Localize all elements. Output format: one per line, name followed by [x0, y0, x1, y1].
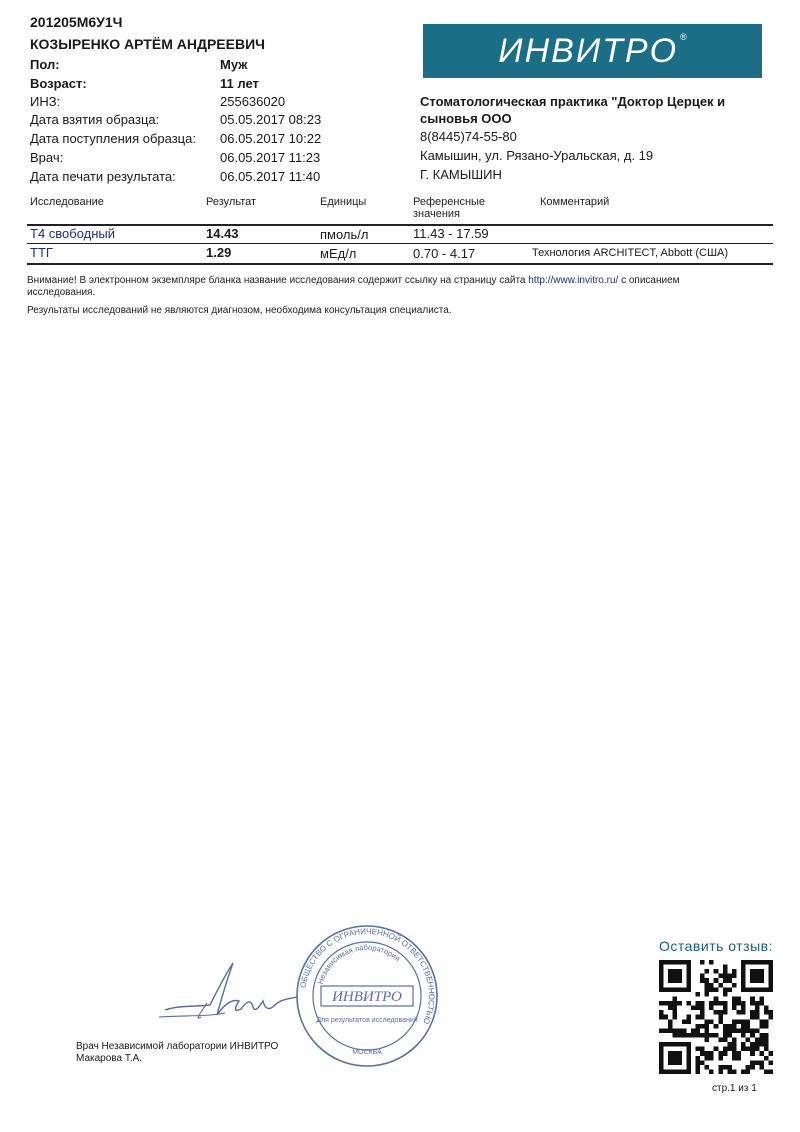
review-qr-code[interactable] [659, 960, 773, 1074]
attention-suffix: с описанием [621, 275, 680, 286]
attention-note [27, 275, 680, 287]
header-reference-line1: Референсные [413, 196, 486, 208]
patient-name: КОЗЫРЕНКО АРТЁМ АНДРЕЕВИЧ [30, 36, 265, 52]
order-code: 201205М6У1Ч [30, 14, 123, 30]
info-value: 11 лет [220, 76, 259, 91]
stamp-sub-text: Для результатов исследований [316, 1017, 418, 1024]
lab-stamp [293, 922, 441, 1070]
units-value: мЕд/л [320, 246, 357, 261]
info-label: ИНЗ: [30, 94, 61, 109]
header-reference-line2: значения [413, 208, 461, 220]
clinic-city: Г. КАМЫШИН [420, 167, 502, 182]
result-value: 14.43 [206, 226, 239, 241]
header-result: Результат [206, 196, 257, 208]
logo-registered-mark: ® [680, 32, 687, 42]
disclaimer-note: Результаты исследований не являются диагнозом, необходима консультация специалиста. [27, 305, 452, 316]
info-value: 06.05.2017 11:23 [220, 150, 321, 165]
stamp-inner-text: Независимая лаборатория [315, 942, 402, 986]
info-label: Врач: [30, 150, 64, 165]
invitro-logo [423, 24, 762, 78]
attention-text: Внимание! В электронном экземпляре бланка название исследования содержит ссылку на страницу сайта [27, 275, 526, 286]
doctor-line1: Врач Независимой лаборатории ИНВИТРО [76, 1041, 279, 1052]
info-value: 06.05.2017 11:40 [220, 169, 321, 184]
table-top-rule [27, 224, 773, 226]
units-value: пмоль/л [320, 227, 369, 242]
header-study: Исследование [30, 196, 104, 208]
review-label: Оставить отзыв: [659, 938, 773, 954]
info-label: Дата поступления образца: [30, 131, 196, 146]
info-label: Дата печати результата: [30, 169, 176, 184]
page-number: стр.1 из 1 [712, 1083, 757, 1094]
clinic-name: Стоматологическая практика "Доктор Церцек и сыновья ООО [420, 94, 726, 126]
logo-text: ИНВИТРО [498, 31, 679, 70]
info-value: 06.05.2017 10:22 [220, 131, 322, 146]
clinic-phone: 8(8445)74-55-80 [420, 129, 517, 144]
doctor-line2: Макарова Т.А. [76, 1053, 143, 1064]
attention-note-line2: исследования. [27, 287, 96, 298]
info-label: Дата взятия образца: [30, 112, 160, 127]
result-value: 1.29 [206, 245, 232, 260]
info-value: Муж [220, 57, 248, 72]
header-reference [413, 196, 485, 220]
comment-value: Технология ARCHITECT, Abbott (США) [532, 247, 729, 259]
reference-value: 0.70 - 4.17 [413, 246, 476, 261]
study-link-t4[interactable]: Т4 свободный [30, 226, 116, 241]
info-label: Пол: [30, 57, 60, 72]
clinic-address: Камышин, ул. Рязано-Уральская, д. 19 [420, 148, 654, 163]
reference-value: 11.43 - 17.59 [413, 226, 489, 241]
table-bottom-rule [27, 263, 773, 265]
header-comment: Комментарий [540, 196, 610, 208]
invitro-url-link[interactable]: http://www.invitro.ru/ [528, 275, 619, 286]
info-value: 05.05.2017 08:23 [220, 112, 322, 127]
info-value: 255636020 [220, 94, 286, 109]
doctor-signature [155, 955, 305, 1035]
stamp-center-text: ИНВИТРО [332, 989, 402, 1005]
info-label: Возраст: [30, 76, 87, 91]
study-link-tsh[interactable]: ТТГ [30, 245, 53, 260]
stamp-city-text: МОСКВА [352, 1049, 382, 1056]
header-units: Единицы [320, 196, 367, 208]
stamp-outer-text: ОБЩЕСТВО С ОГРАНИЧЕННОЙ ОТВЕТСТВЕННОСТЬЮ [298, 926, 437, 1026]
